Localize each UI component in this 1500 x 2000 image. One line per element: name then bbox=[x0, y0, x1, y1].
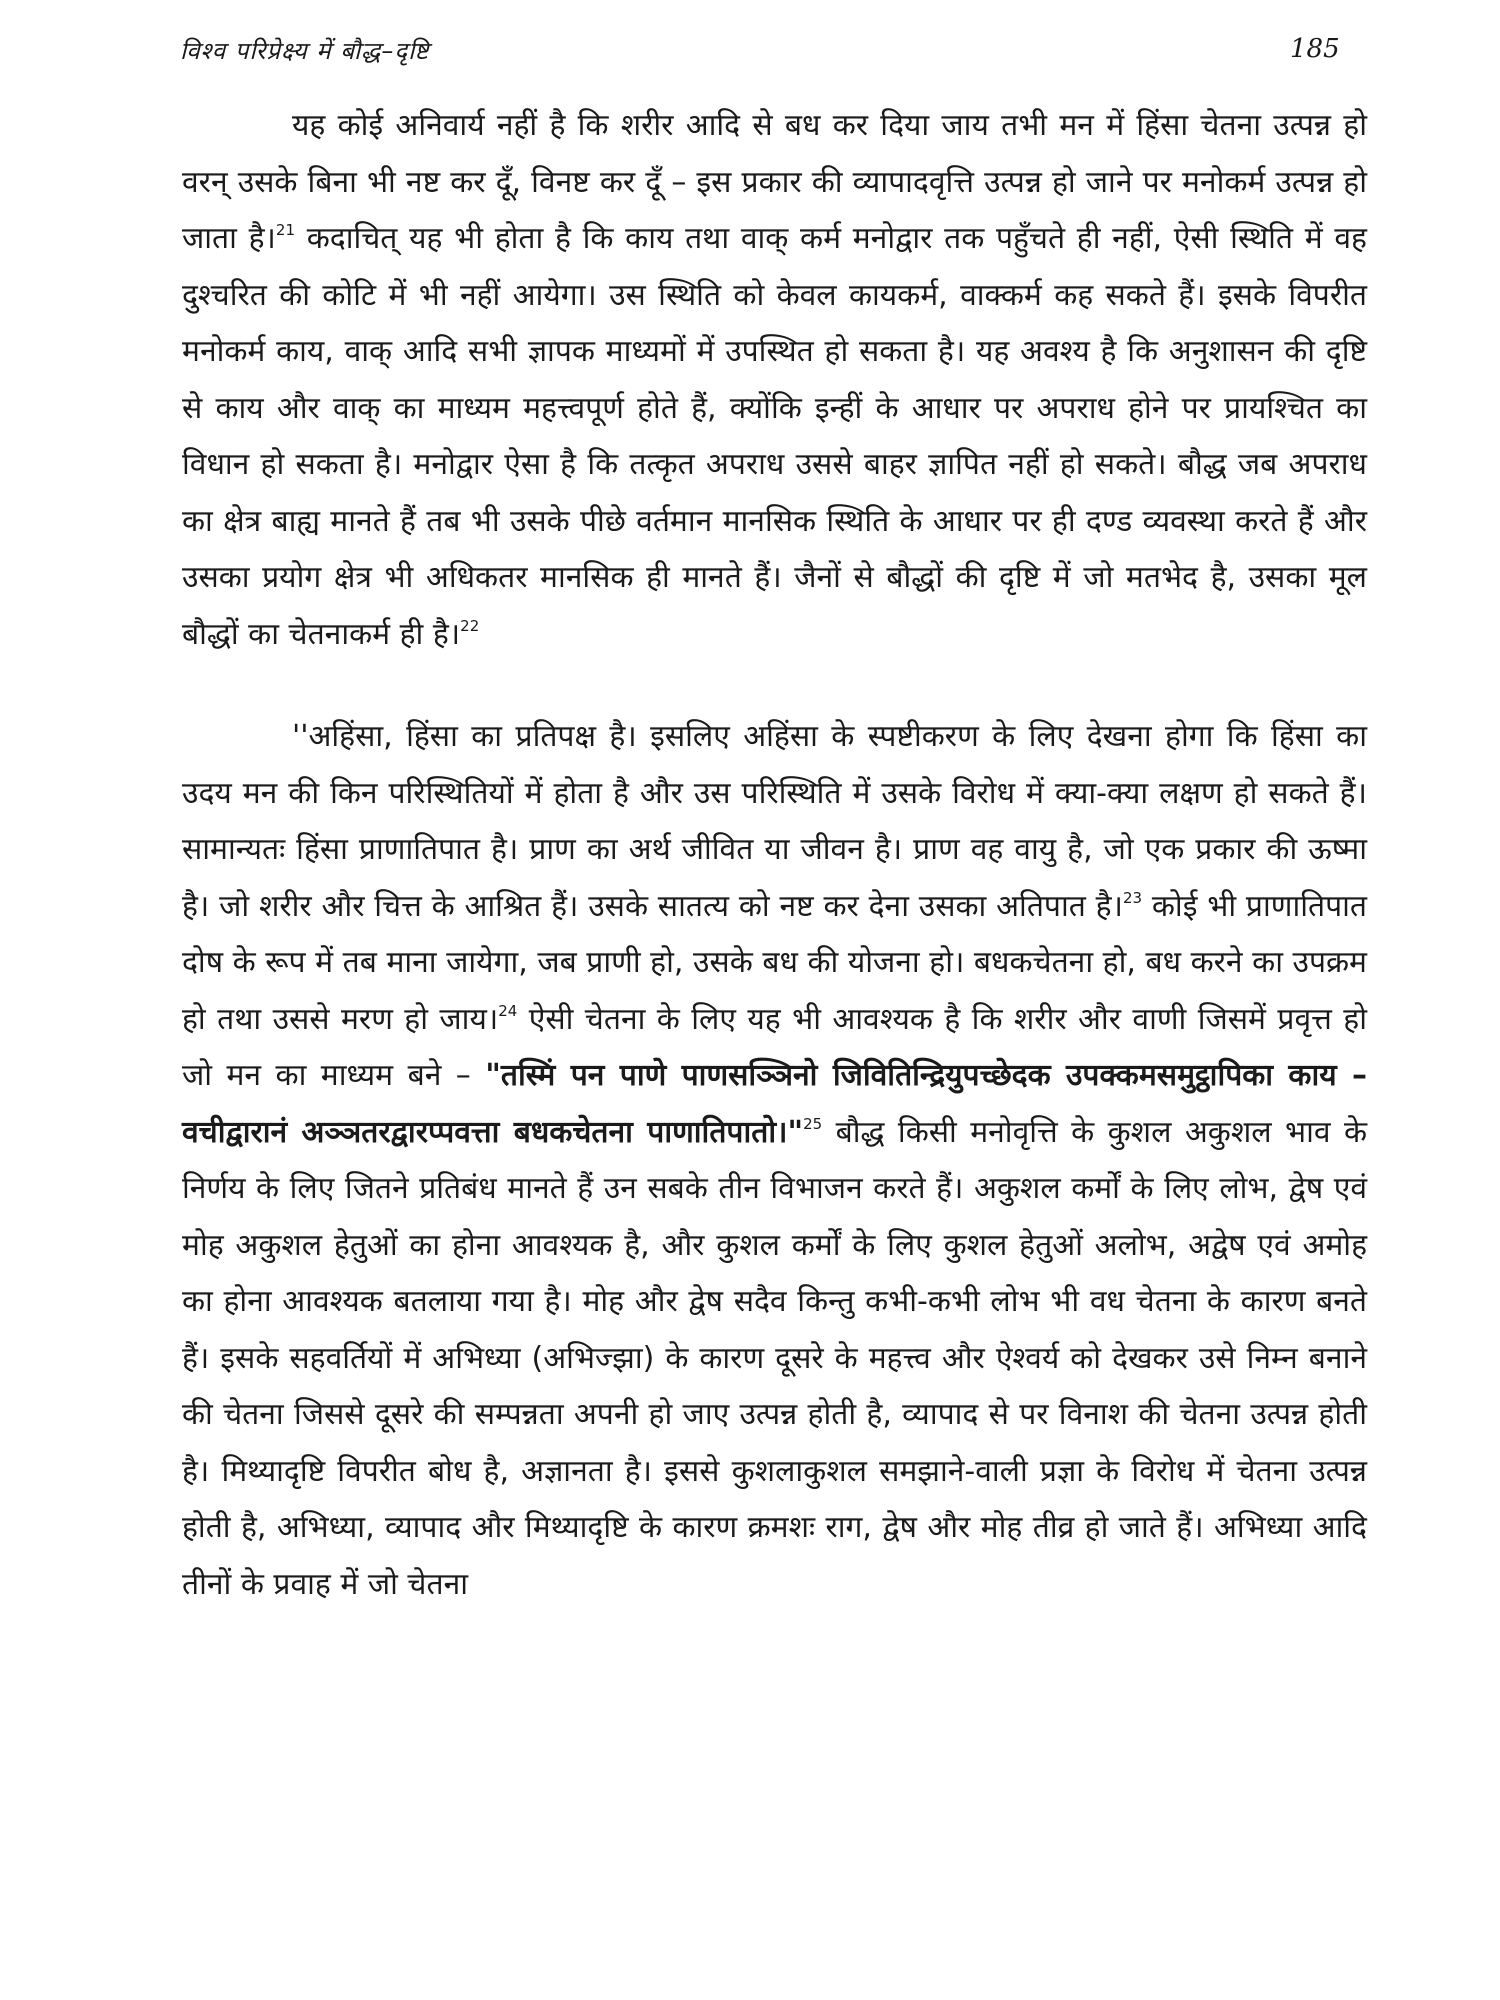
paragraph-text: कोई भी प्राणातिपात दोष के रूप में तब माना जायेगा, जब प्राणी हो, उसके बध की योजना हो। बधकचेतना हो, बध करने का उपक्रम हो तथा उससे मरण हो जाय। bbox=[182, 888, 1368, 1037]
paragraph-text: बौद्ध किसी मनोवृत्ति के कुशल अकुशल भाव के निर्णय के लिए जितने प्रतिबंध मानते हैं उन सबके तीन विभाजन करते हैं। अकुशल कर्मों के लिए लोभ, द्वेष एवं मोह अकुशल हेतुओं का होना आवश्यक है, और कुशल कर्मों के लिए कुशल हेतुओं अलोभ, अद्वेष एवं अमोह का होना आवश्यक बतलाया गया है। मोह और द्वेष सदैव किन्तु कभी-कभी लोभ भी वध चेतना के कारण बनते हैं। इसके सहवर्तियों में अभिध्या (अभिज्झा) के कारण दूसरे के महत्त्व और ऐश्वर्य को देखकर उसे निम्न बनाने की चेतना जिससे दूसरे की सम्पन्नता अपनी हो जाए उत्पन्न होती है, व्यापाद से पर विनाश की चेतना उत्पन्न होती है। मिथ्यादृष्टि विपरीत बोध है, अज्ञानता है। इससे कुशलाकुशल समझाने-वाली प्रज्ञा के विरोध में चेतना उत्पन्न होती है, अभिध्या, व्यापाद और मिथ्यादृष्टि के कारण क्रमशः राग, द्वेष और मोह तीव्र हो जाते हैं। अभिध्या आदि तीनों के प्रवाह में जो चेतना bbox=[182, 1114, 1368, 1602]
footnote-ref-22: 22 bbox=[460, 616, 480, 635]
paragraph-text: ऐसी चेतना के लिए यह भी आवश्यक है कि शरीर और वाणी जिसमें प्रवृत्त हो जो मन का माध्यम बने – bbox=[182, 1001, 1367, 1093]
paragraph-text: यह कोई अनिवार्य नहीं है कि शरीर आदि से बध कर दिया जाय तभी मन में हिंसा चेतना उत्पन्न हो वरन् उसके बिना भी नष्ट कर दूँ, विनष्ट कर दूँ – इस प्रकार की व्यापादवृत्ति उत्पन्न हो जाने पर मनोकर्म उत्पन्न हो जाता है। bbox=[182, 108, 1367, 256]
footnote-ref-25: 25 bbox=[803, 1114, 823, 1133]
running-title: विश्व परिप्रेक्ष्य में बौद्ध–दृष्टि bbox=[180, 37, 430, 65]
paragraph-text: कदाचित् यह भी होता है कि काय तथा वाक् कर्म मनोद्वार तक पहुँचते ही नहीं, ऐसी स्थिति में वह दुश्चरित की कोटि में भी नहीं आयेगा। उस स्थिति को केवल कायकर्म, वाक्कर्म कह सकते हैं। इसके विपरीत मनोकर्म काय, वाक् आदि सभी ज्ञापक माध्यमों में उपस्थित हो सकता है। यह अवश्य है कि अनुशासन की दृष्टि से काय और वाक् का माध्यम महत्त्वपूर्ण होते हैं, क्योंकि इन्हीं के आधार पर अपराध होने पर प्रायश्चित का विधान हो सकता है। मनोद्वार ऐसा है कि तत्कृत अपराध उससे बाहर ज्ञापित नहीं हो सकते। बौद्ध जब अपराध का क्षेत्र बाह्य मानते हैं तब भी उसके पीछे वर्तमान मानसिक स्थिति के आधार पर ही दण्ड व्यवस्था करते हैं और उसका प्रयोग क्षेत्र भी अधिकतर मानसिक ही मानते हैं। जैनों से बौद्धों की दृष्टि में जो मतभेद है, उसका मूल बौद्धों का चेतनाकर्म ही है। bbox=[182, 221, 1367, 652]
paragraph bbox=[182, 98, 1367, 663]
paragraph-text: ''अहिंसा, हिंसा का प्रतिपक्ष है। इसलिए अहिंसा के स्पष्टीकरण के लिए देखना होगा कि हिंसा का उदय मन की किन परिस्थितियों में होता है और उस परिस्थिति में उसके विरोध में क्या-क्या लक्षण हो सकते हैं। सामान्यतः हिंसा प्राणातिपात है। प्राण का अर्थ जीवित या जीवन है। प्राण वह वायु है, जो एक प्रकार की ऊष्मा है। जो शरीर और चित्त के आश्रित हैं। उसके सातत्य को नष्ट कर देना उसका अतिपात है। bbox=[182, 719, 1367, 924]
page-number: 185 bbox=[1290, 34, 1340, 64]
page-body bbox=[182, 98, 1367, 1613]
footnote-ref-24: 24 bbox=[498, 1001, 518, 1020]
footnote-ref-21: 21 bbox=[275, 221, 296, 239]
paragraph bbox=[182, 709, 1367, 1613]
footnote-ref-23: 23 bbox=[1122, 888, 1143, 907]
pali-quotation: "तस्मिं पन पाणे पाणसञ्ञिनो जिवितिन्द्रियुपच्छेदक उपक्कमसमुट्ठापिका काय – वचीद्वारानं अञ्ञतरद्वारप्पवत्ता बधकचेतना पाणातिपातो।" bbox=[182, 1058, 1367, 1150]
